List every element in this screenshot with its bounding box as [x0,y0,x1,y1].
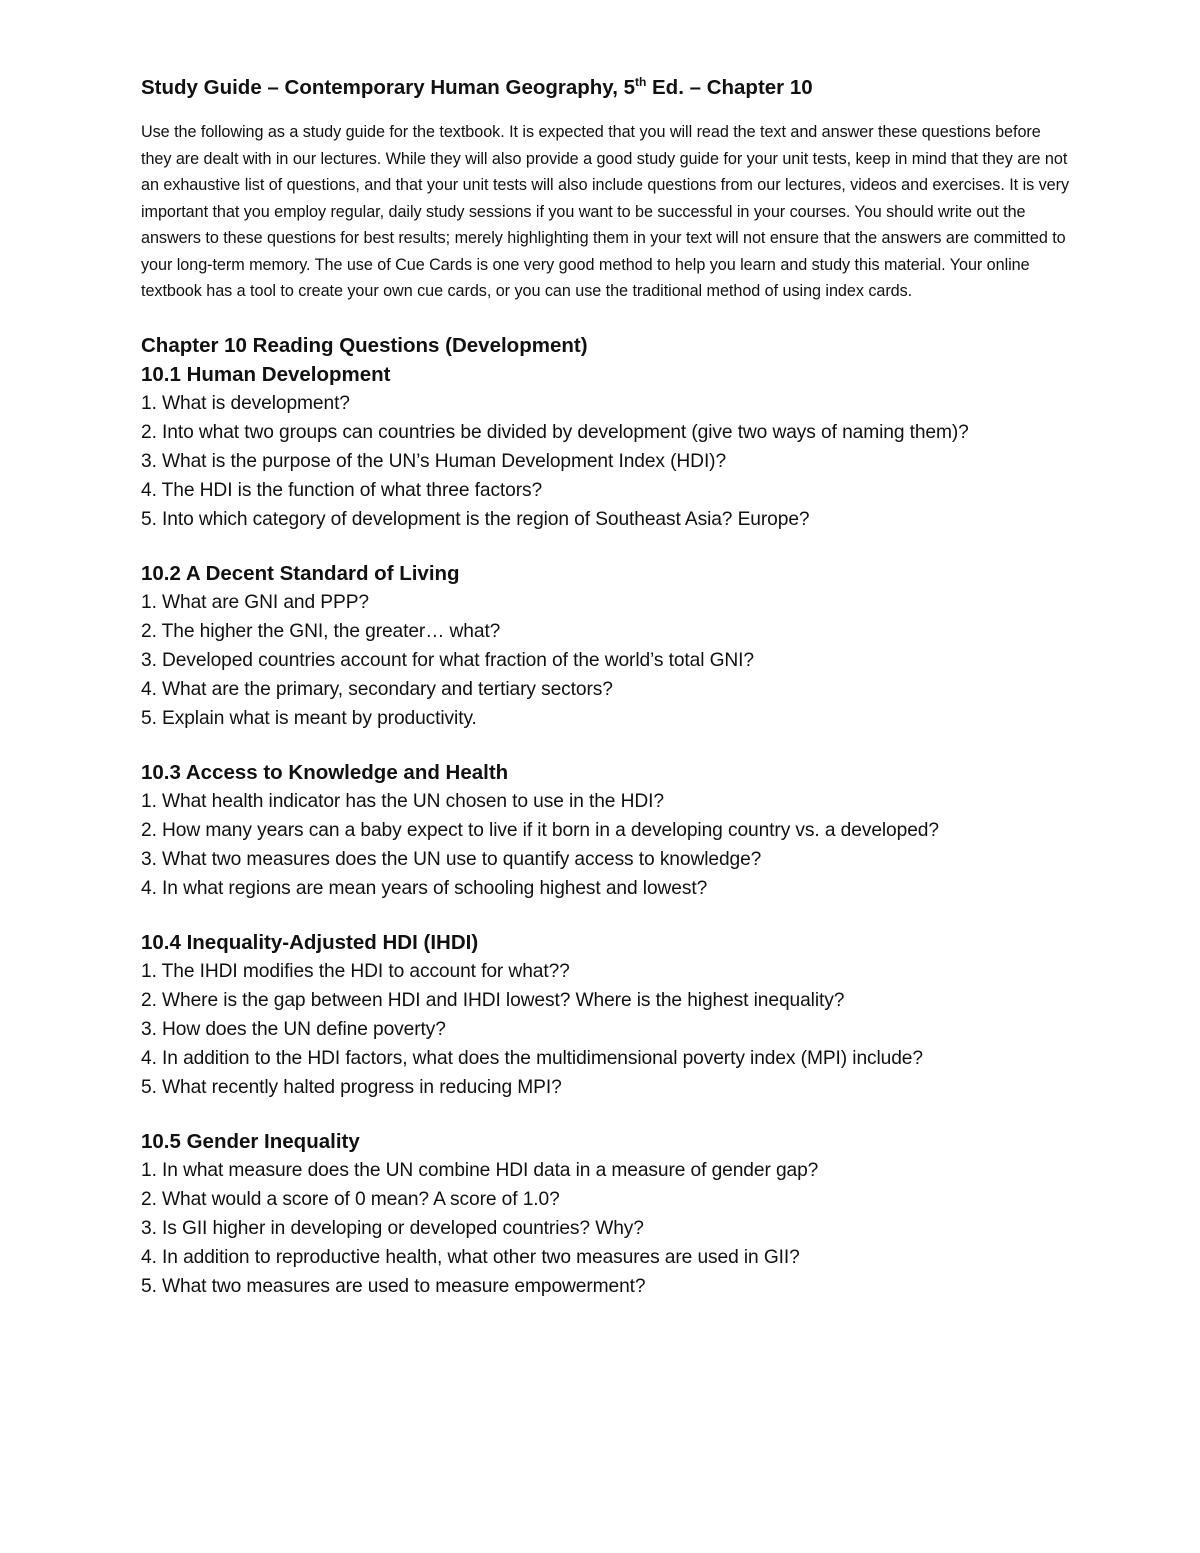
question-item: 2. Where is the gap between HDI and IHDI lowest? Where is the highest inequality? [141,989,845,1011]
section-heading: 10.4 Inequality-Adjusted HDI (IHDI) [141,930,479,954]
title-tail: Ed. – Chapter 10 [646,76,813,99]
section-heading: 10.3 Access to Knowledge and Health [141,760,509,784]
question-item: 2. How many years can a baby expect to live if it born in a developing country vs. a developed? [141,819,939,841]
question-item: 3. How does the UN define poverty? [141,1018,446,1040]
section-10-4 [141,928,1071,1102]
question-item: 4. In what regions are mean years of schooling highest and lowest? [141,877,708,899]
section-10-1 [141,360,1071,534]
document-page [141,74,1071,1301]
question-item: 4. What are the primary, secondary and tertiary sectors? [141,678,613,700]
document-title [141,74,1071,102]
question-item: 2. Into what two groups can countries be divided by development (give two ways of naming them)? [141,421,969,443]
question-item: 5. What two measures are used to measure empowerment? [141,1275,646,1297]
question-item: 2. The higher the GNI, the greater… what? [141,620,501,642]
chapter-heading: Chapter 10 Reading Questions (Development) [141,333,588,357]
question-item: 1. What are GNI and PPP? [141,591,369,613]
question-item: 1. What health indicator has the UN chosen to use in the HDI? [141,790,664,812]
question-list [141,787,1071,903]
question-item: 1. The IHDI modifies the HDI to account for what?? [141,960,570,982]
question-item: 5. What recently halted progress in reducing MPI? [141,1076,562,1098]
sections-container [141,360,1071,1301]
question-item: 4. In addition to reproductive health, what other two measures are used in GII? [141,1246,800,1268]
question-item: 1. What is development? [141,392,350,414]
question-item: 5. Explain what is meant by productivity. [141,707,477,729]
section-10-2 [141,559,1071,733]
section-10-5 [141,1127,1071,1301]
question-list [141,1156,1071,1301]
intro-paragraph: Use the following as a study guide for the textbook. It is expected that you will read the text and answer these questions before they are dealt with in our lectures. While they will also provide a good study guide for your unit tests, keep in mind that they are not an exhaustive list of questions, and that your unit tests will also include questions from our lectures, videos and exercises. It is very important that you employ regular, daily study sessions if you want to be successful in your courses. You should write out the answers to these questions for best results; merely highlighting them in your text will not ensure that the answers are committed to your long-term memory. The use of Cue Cards is one very good method to help you learn and study this material. Your online textbook has a tool to create your own cue cards, or you can use the traditional method of using index cards. [141,123,1069,300]
title-superscript: th [634,75,647,90]
question-list [141,957,1071,1102]
question-item: 3. Developed countries account for what fraction of the world’s total GNI? [141,649,754,671]
question-item: 5. Into which category of development is the region of Southeast Asia? Europe? [141,508,810,530]
question-item: 4. In addition to the HDI factors, what does the multidimensional poverty index (MPI) include? [141,1047,923,1069]
question-item: 1. In what measure does the UN combine HDI data in a measure of gender gap? [141,1159,819,1181]
question-item: 2. What would a score of 0 mean? A score of 1.0? [141,1188,560,1210]
question-list [141,588,1071,733]
section-heading: 10.5 Gender Inequality [141,1129,360,1153]
question-list [141,389,1071,534]
question-item: 3. Is GII higher in developing or developed countries? Why? [141,1217,644,1239]
question-item: 4. The HDI is the function of what three factors? [141,479,543,501]
title-main: Study Guide – Contemporary Human Geography, 5 [141,76,635,99]
section-heading: 10.2 A Decent Standard of Living [141,561,460,585]
question-item: 3. What is the purpose of the UN’s Human Development Index (HDI)? [141,450,727,472]
section-10-3 [141,758,1071,903]
section-heading: 10.1 Human Development [141,362,391,386]
question-item: 3. What two measures does the UN use to quantify access to knowledge? [141,848,762,870]
